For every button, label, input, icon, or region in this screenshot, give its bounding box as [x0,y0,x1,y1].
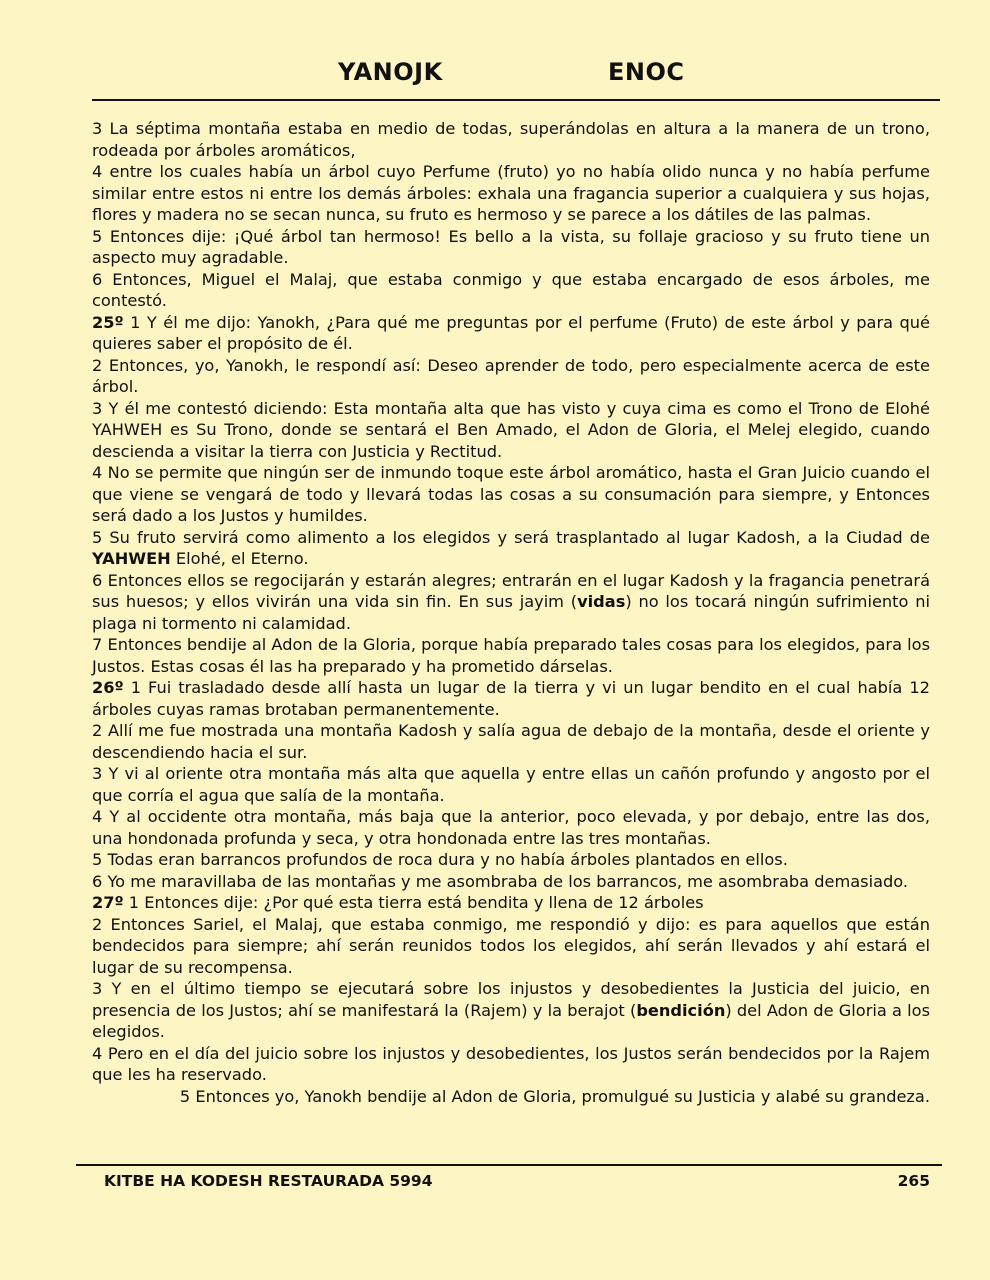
verse-paragraph [92,570,930,635]
verse-text: 4 entre los cuales había un árbol cuyo Perfume (fruto) yo no había olido nunca y no había perfume similar entre estos ni entre los demás árboles: exhala una fragancia superior a cualquiera y sus hojas, flores y madera no se secan nunca, su fruto es hermoso y se parece a los dátiles de las palmas. [92,162,930,224]
footer-book-title: KITBE HA KODESH RESTAURADA 5994 [104,1172,433,1190]
verse-paragraph [92,226,930,269]
verse-text: 5 Entonces dije: ¡Qué árbol tan hermoso! Es bello a la vista, su follaje gracioso y su fruto tiene un aspecto muy agradable. [92,226,930,267]
verse-text: 3 Y vi al oriente otra montaña más alta que aquella y entre ellas un cañón profundo y angosto por el que corría el agua que salía de la montaña. [92,764,930,805]
verse-text: 2 Entonces Sariel, el Malaj, que estaba conmigo, me respondió y dijo: es para aquellos que están bendecidos para siempre; ahí serán reunidos todos los elegidos, ahí serán llevados y ahí estará el lugar de su recompensa. [92,914,930,977]
emphasized-word: bendición [636,1000,726,1020]
verse-paragraph [92,527,930,570]
verse-paragraph [92,398,930,463]
verse-text: 4 No se permite que ningún ser de inmundo toque este árbol aromático, hasta el Gran Juicio cuando el que viene se vengará de todo y llevará todas las cosas a su consumación para siempre, y Entonces será dado a los Justos y humildes. [92,463,930,525]
header-rule [92,99,940,101]
verse-paragraph [92,849,930,871]
header-title-right: ENOC [608,58,685,86]
verse-text: 4 Pero en el día del juicio sobre los injustos y desobedientes, los Justos serán bendecidos por la Rajem que les ha reservado. [92,1043,930,1084]
verse-text: 6 Entonces ellos se regocijarán y estarán alegres; entrarán en el lugar Kadosh y la fragancia penetrará sus huesos; y ellos vivirán una vida sin fin. En sus jayim ( [92,570,930,611]
verse-text: 7 Entonces bendije al Adon de la Gloria, porque había preparado tales cosas para los elegidos, para los Justos. Estas cosas él las ha preparado y ha prometido dárselas. [92,635,930,676]
verse-paragraph [92,312,930,355]
verse-paragraph [92,892,930,914]
header-title-left: YANOJK [338,58,443,86]
verse-paragraph [92,355,930,398]
verse-text: 5 Todas eran barrancos profundos de roca dura y no había árboles plantados en ellos. [92,850,788,869]
verse-text: 6 Entonces, Miguel el Malaj, que estaba conmigo y que estaba encargado de esos árboles, me contestó. [92,269,930,310]
verse-paragraph [92,720,930,763]
verse-text: 2 Entonces, yo, Yanokh, le respondí así: Deseo aprender de todo, pero especialmente acerca de este árbol. [92,355,930,396]
emphasized-word: vidas [577,592,626,611]
verse-text: 1 Y él me dijo: Yanokh, ¿Para qué me preguntas por el perfume (Fruto) de este árbol y para qué quieres saber el propósito de él. [92,312,930,353]
verse-text: 4 Y al occidente otra montaña, más baja que la anterior, poco elevada, y por debajo, entre las dos, una hondonada profunda y seca, y otra hondonada entre las tres montañas. [92,807,930,848]
emphasized-word: YAHWEH [92,549,171,568]
chapter-number: 27º [92,893,124,912]
verse-paragraph [92,269,930,312]
verse-text: 1 Fui trasladado desde allí hasta un lugar de la tierra y vi un lugar bendito en el cual había 12 árboles cuyas ramas brotaban permanentemente. [92,678,930,719]
verse-text: 3 La séptima montaña estaba en medio de todas, superándolas en altura a la manera de un trono, rodeada por árboles aromáticos, [92,119,930,160]
verse-paragraph [92,1043,930,1086]
verse-paragraph [92,161,930,226]
verse-text: 5 Entonces yo, Yanokh bendije al Adon de Gloria, promulgué su Justicia y alabé su grandeza. [179,1086,930,1106]
verse-paragraph [92,634,930,677]
chapter-number: 25º [92,312,124,332]
verse-paragraph [92,763,930,806]
page-number: 265 [897,1172,930,1190]
verse-text: 3 Y él me contestó diciendo: Esta montaña alta que has visto y cuya cima es como el Trono de Elohé YAHWEH es Su Trono, donde se sentará el Ben Amado, el Adon de Gloria, el Melej elegido, cuando descienda a visitar la tierra con Justicia y Rectitud. [92,398,930,461]
footer-rule [76,1164,942,1166]
verse-text-continued: ) del Adon de Gloria a los elegidos. [92,1000,930,1041]
verse-paragraph [92,462,930,527]
page-footer [104,1172,930,1194]
verse-paragraph [92,806,930,849]
verse-paragraph [92,677,930,720]
chapter-number: 26º [92,678,124,697]
verse-paragraph [92,118,930,161]
verse-text: 6 Yo me maravillaba de las montañas y me asombraba de los barrancos, me asombraba demasiado. [92,871,909,891]
page-body [92,118,930,1107]
verse-paragraph [92,978,930,1043]
verse-text: 5 Su fruto servirá como alimento a los elegidos y será trasplantado al lugar Kadosh, a la Ciudad de [92,527,930,547]
verse-paragraph [92,871,930,893]
verse-text: 2 Allí me fue mostrada una montaña Kadosh y salía agua de debajo de la montaña, desde el oriente y descendiendo hacia el sur. [92,721,930,762]
page-header [92,58,940,88]
verse-paragraph [92,914,930,979]
verse-text-continued: Elohé, el Eterno. [170,549,309,568]
verse-text-continued: ) no los tocará ningún sufrimiento ni plaga ni tormento ni calamidad. [92,592,930,633]
verse-text: 3 Y en el último tiempo se ejecutará sobre los injustos y desobedientes la Justicia del juicio, en presencia de los Justos; ahí se manifestará la (Rajem) y la berajot ( [92,979,930,1020]
verse-paragraph [92,1086,930,1108]
verse-text: 1 Entonces dije: ¿Por qué esta tierra está bendita y llena de 12 árboles [123,893,704,912]
